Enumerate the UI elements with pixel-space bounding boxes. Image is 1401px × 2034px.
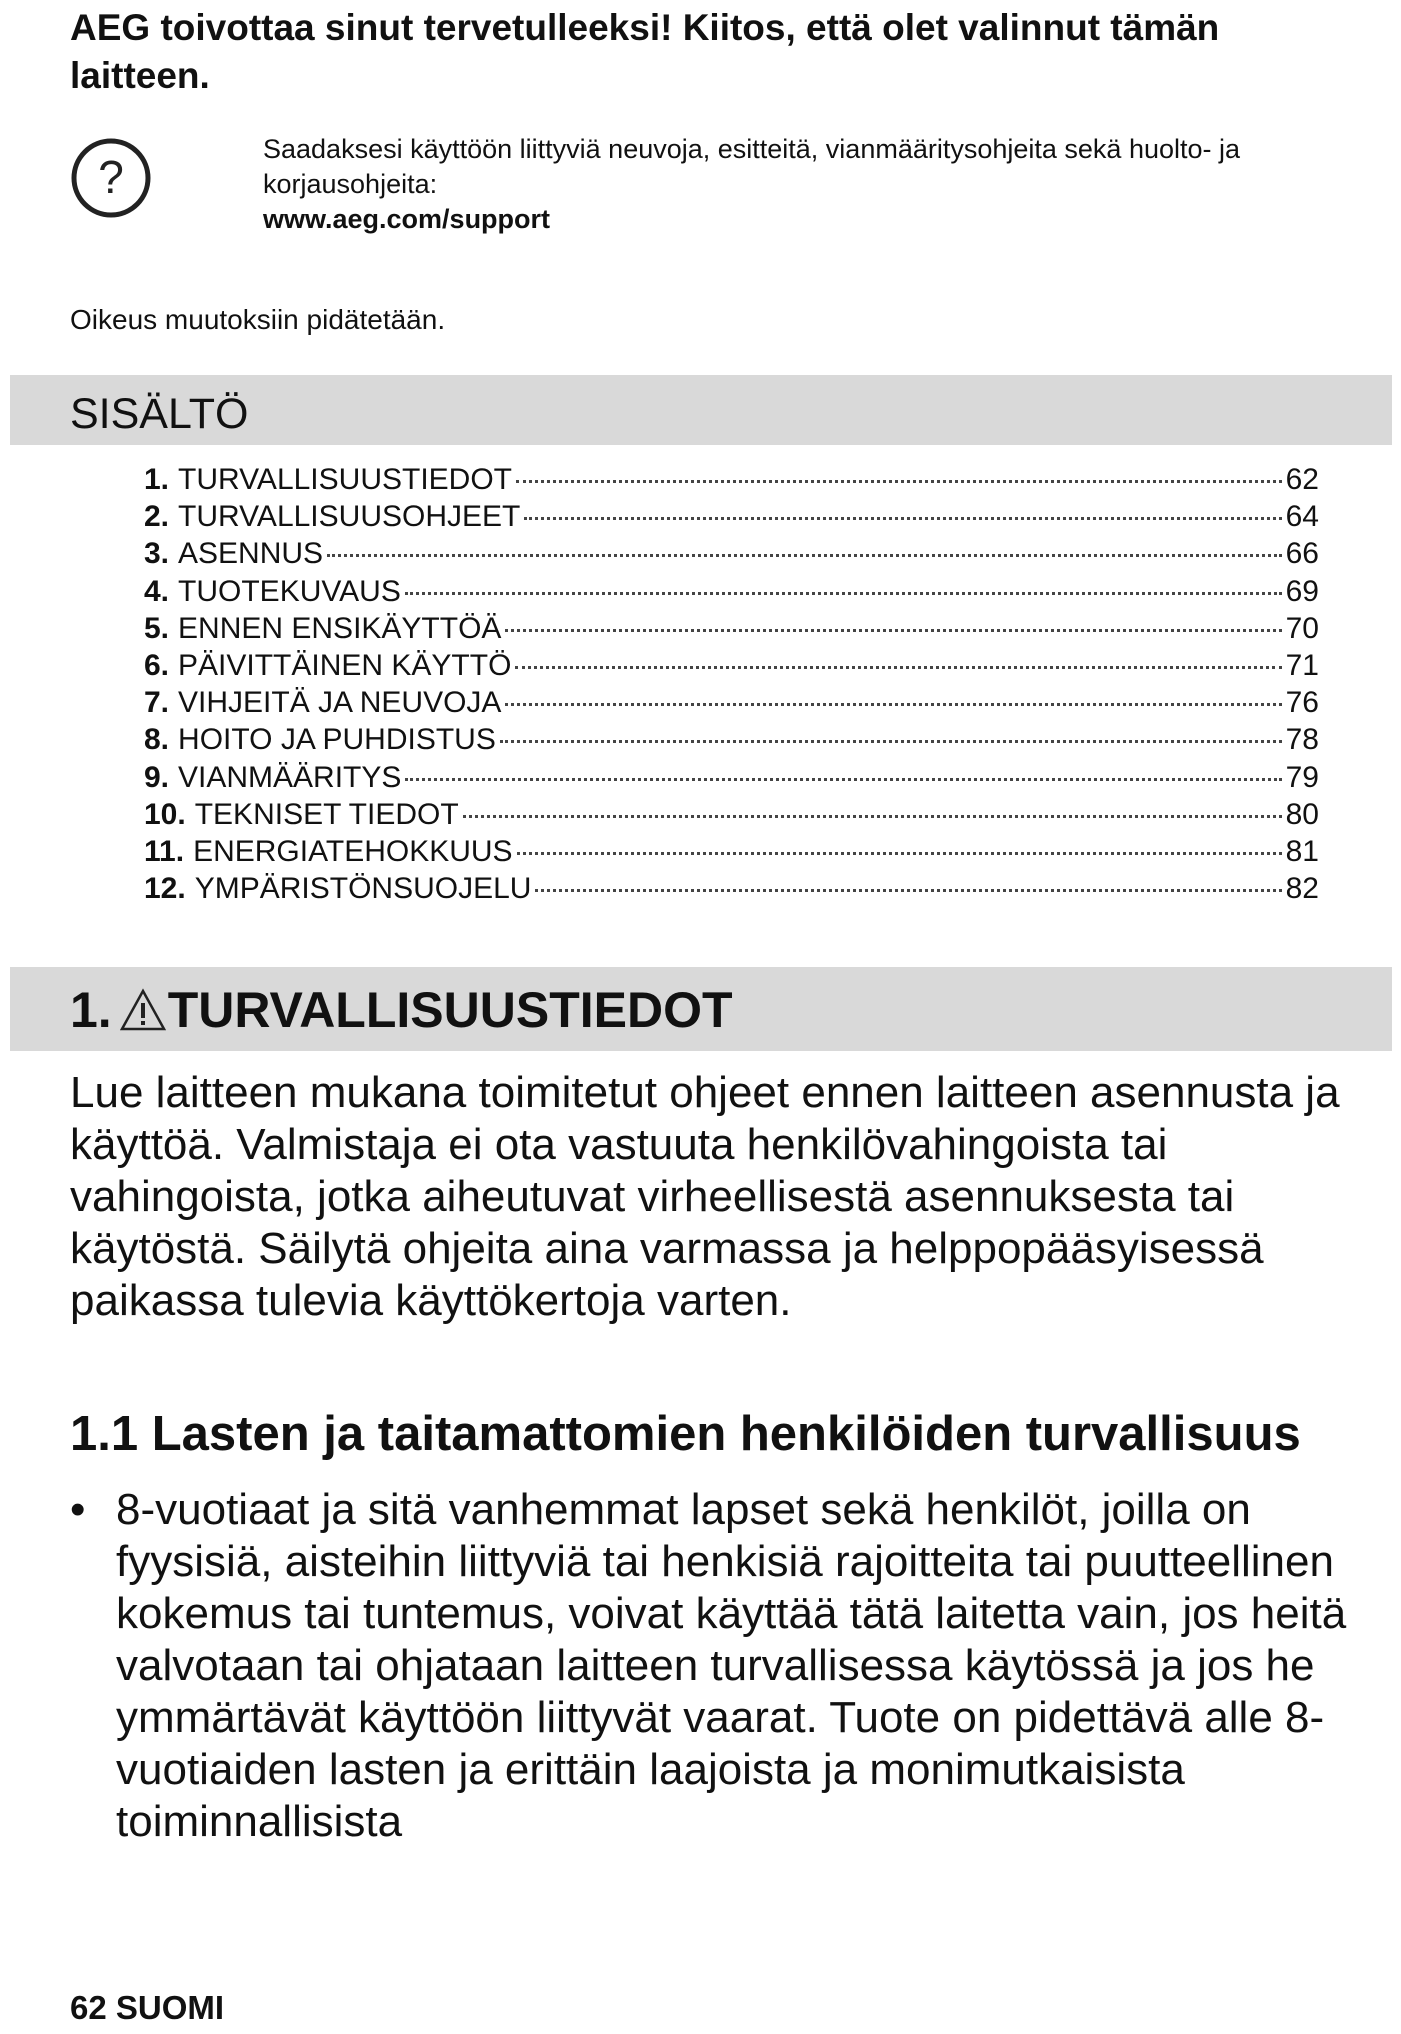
toc-item[interactable]: 3. ASENNUS 66 [144, 537, 1319, 571]
bullet-dot: • [70, 1485, 86, 1534]
toc-item[interactable]: 12. YMPÄRISTÖNSUOJELU 82 [144, 872, 1319, 906]
rights-note: Oikeus muutoksiin pidätetään. [70, 304, 446, 335]
section-intro: Lue laitteen mukana toimitetut ohjeet ennen laitteen asennusta ja käyttöä. Valmistaja ei ota vastuuta henkilövahingoista tai vahingoista, jotka aiheutuvat virheellisestä asennuksesta tai käytöstä. Säilytä ohjeita aina varmassa ja helppopääsyisessä paikassa tulevia käyttökertoja varten. [70, 1068, 1340, 1325]
support-text: Saadaksesi käyttöön liittyviä neuvoja, esitteitä, vianmääritysohjeita sekä huolto- ja korjausohjeita: [263, 134, 1241, 199]
warning-triangle-icon [120, 988, 166, 1032]
toc-title: SISÄLTÖ [70, 390, 249, 438]
section-title [70, 981, 733, 1039]
section-number: 1. [70, 982, 112, 1038]
toc-item[interactable]: 1. TURVALLISUUSTIEDOT 62 [144, 463, 1319, 496]
help-question-icon [70, 137, 152, 219]
toc-item[interactable]: 9. VIANMÄÄRITYS 79 [144, 760, 1319, 794]
subsection-title: 1.1 Lasten ja taitamattomien henkilöiden turvallisuus [70, 1407, 1301, 1461]
list-item [70, 1484, 1390, 1848]
toc-item[interactable]: 11. ENERGIATEHOKKUUS 81 [144, 834, 1319, 868]
toc-item[interactable]: 10. TEKNISET TIEDOT 80 [144, 797, 1319, 831]
toc-item[interactable]: 5. ENNEN ENSIKÄYTTÖÄ 70 [144, 611, 1319, 645]
welcome-heading: AEG toivottaa sinut tervetulleeksi! Kiitos, että olet valinnut tämän laitteen. [70, 7, 1220, 96]
toc-item[interactable]: 7. VIHJEITÄ JA NEUVOJA 76 [144, 686, 1319, 720]
list-item-text: 8-vuotiaat ja sitä vanhemmat lapset sekä henkilöt, joilla on fyysisiä, aisteihin liittyviä tai henkisiä rajoitteita tai puutteellinen kokemus tai tuntemus, voivat käyttää tätä laitetta vain, jos heitä valvotaan tai ohjataan laitteen turvallisessa käytössä ja jos he ymmärtävät käyttöön liittyvät vaarat. Tuote on pidettävä alle 8-vuotiaiden lasten ja erittäin laajoista ja monimutkaisista toiminnallisista [116, 1485, 1347, 1846]
table-of-contents [144, 461, 1319, 907]
page-footer: 62 SUOMI [70, 1989, 225, 2026]
toc-item[interactable]: 8. HOITO JA PUHDISTUS 78 [144, 723, 1319, 757]
svg-text:?: ? [98, 151, 124, 203]
support-url[interactable]: www.aeg.com/support [263, 204, 551, 234]
section-title-text: TURVALLISUUSTIEDOT [167, 982, 733, 1038]
support-info [263, 132, 1353, 237]
toc-item[interactable]: 4. TUOTEKUVAUS 69 [144, 574, 1319, 608]
toc-item[interactable]: 6. PÄIVITTÄINEN KÄYTTÖ 71 [144, 648, 1319, 682]
toc-item[interactable]: 2. TURVALLISUUSOHJEET 64 [144, 500, 1319, 534]
